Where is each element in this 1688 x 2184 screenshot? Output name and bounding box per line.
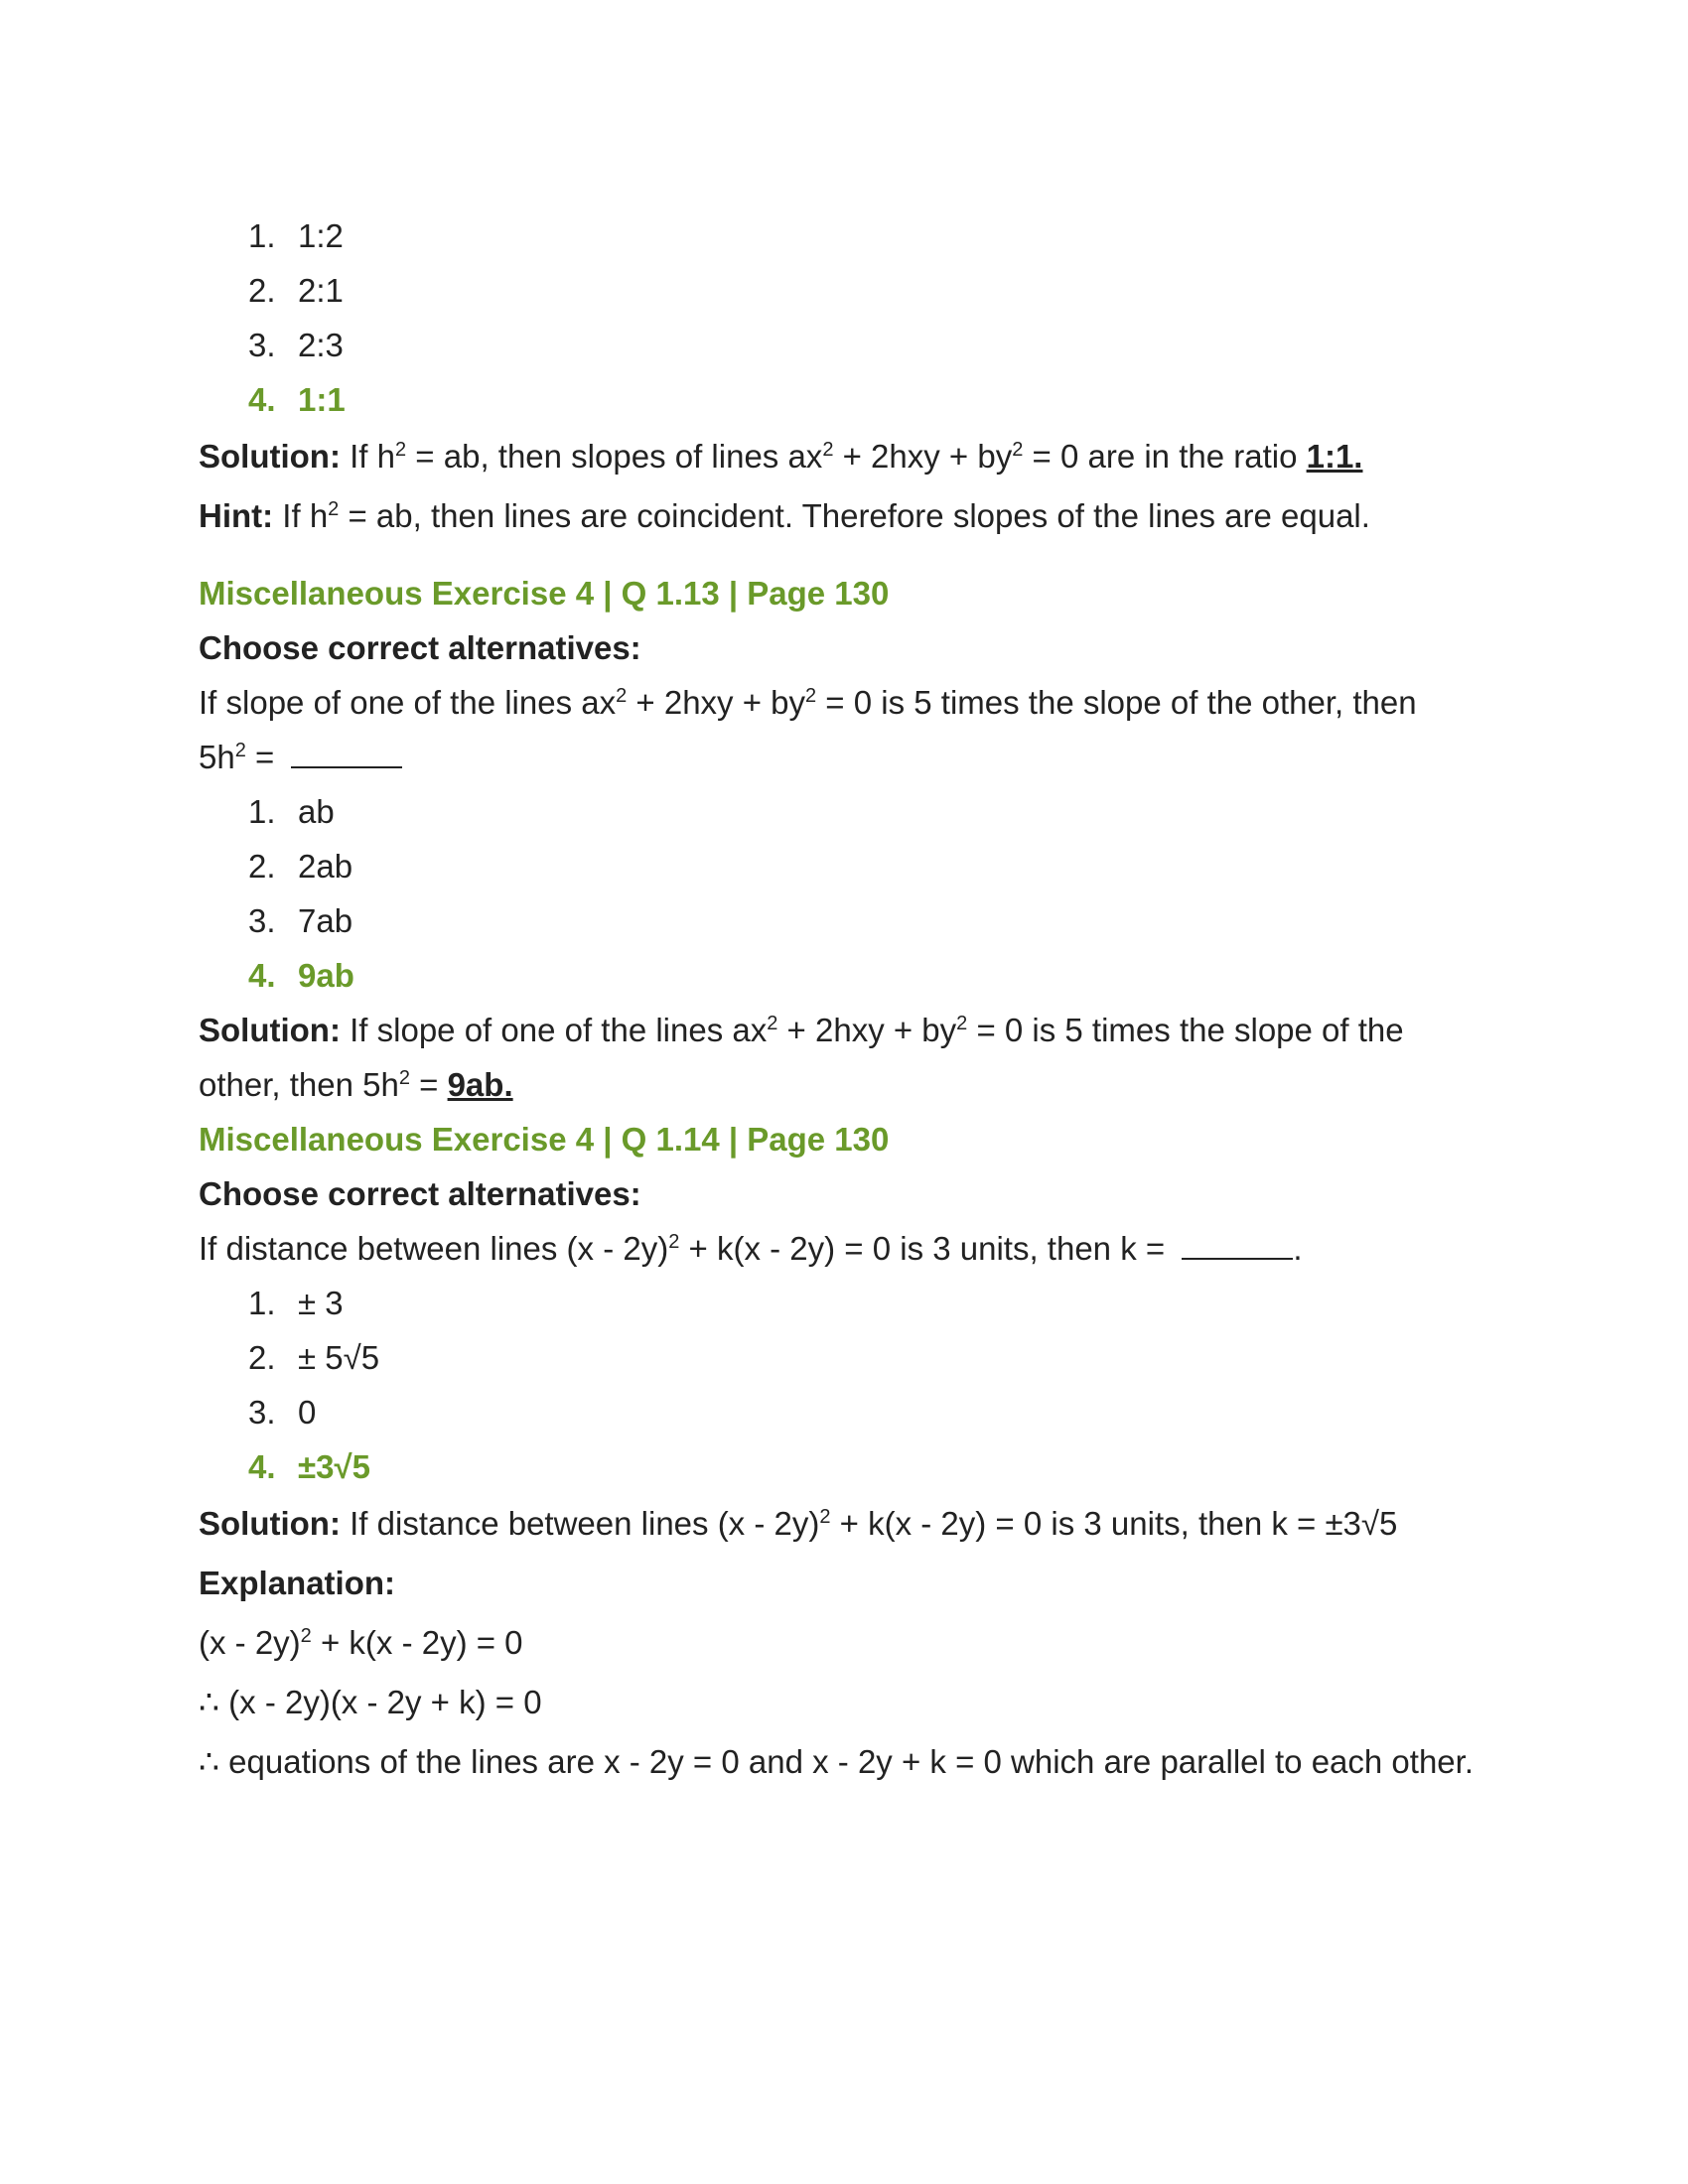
q113-question-line-1: If slope of one of the lines $ax^2 + 2hxy + by^2 = 0$ is 5 times the slope of the other, then [199,683,1417,721]
q113-option-3: 3. 7ab [248,901,353,939]
document-page [199,208,1509,1792]
q113-options [199,784,1509,1003]
q113-answer: 9ab. [447,1065,513,1103]
q113-question-line-2: $5h^2$ = [199,730,1509,784]
q113-solution-line-2: other, then $5h^2 = 9ab$. [199,1065,513,1103]
q114-question: If distance between lines (x - 2y)$^2$ + k(x - 2y) = 0 is 3 units, then k = . [199,1229,1303,1267]
q114-option-4-correct: 4. ±3√5 [248,1447,370,1485]
q114-subheading: Choose correct alternatives: [199,1174,641,1212]
q112-option-3: 3. 2:3 [248,326,344,363]
q113-option-2: 2. 2ab [248,847,353,885]
q112-hint: Hint: If $h^2$ = ab, then lines are coincident. Therefore slopes of the lines are equal. [199,497,1370,535]
q114-option-1: 1. ± 3 [248,1284,344,1321]
q113-solution-line-1: Solution: If slope of one of the lines $ax^2 + 2hxy + by^2 = 0$ is 5 times the slope of the [199,1011,1404,1048]
q113-option-1: 1. ab [248,792,335,830]
q114-explanation-step-3: ∴ equations of the lines are x - 2y = 0 and x - 2y + k = 0 which are parallel to each other. [199,1743,1474,1781]
q114-options [199,1276,1509,1494]
q112-answer: 1:1. [1306,438,1363,476]
q113-option-4-correct: 4. 9ab [248,956,354,994]
q114-solution: Solution: If distance between lines (x - 2y)$^2$ + k(x - 2y) = 0 is 3 units, then k = ±3√5 [199,1505,1398,1543]
q112-option-4-correct: 4. 1:1 [248,380,346,418]
q113-heading: Miscellaneous Exercise 4 | Q 1.13 | Page 130 [199,574,890,612]
q114-option-3: 3. 0 [248,1393,317,1431]
answer-blank [291,741,402,768]
q114-explanation-step-1: (x - 2y)$^2$ + k(x - 2y) = 0 [199,1624,523,1662]
q114-heading: Miscellaneous Exercise 4 | Q 1.14 | Page 130 [199,1120,890,1158]
q113-subheading: Choose correct alternatives: [199,628,641,666]
q114-option-2: 2. ± 5√5 [248,1338,380,1376]
q112-solution: Solution: If $h^2$ = ab, then slopes of lines $ax^2 + 2hxy + by^2 = 0$ are in the ratio 1:1. [199,438,1363,476]
q114-explanation-label: Explanation: [199,1565,396,1602]
q112-option-1: 1. 1:2 [248,216,344,254]
q112-options [199,208,1509,427]
q114-explanation-step-2: ∴ (x - 2y)(x - 2y + k) = 0 [199,1684,542,1721]
answer-blank [1182,1232,1293,1260]
q112-option-2: 2. 2:1 [248,271,344,309]
